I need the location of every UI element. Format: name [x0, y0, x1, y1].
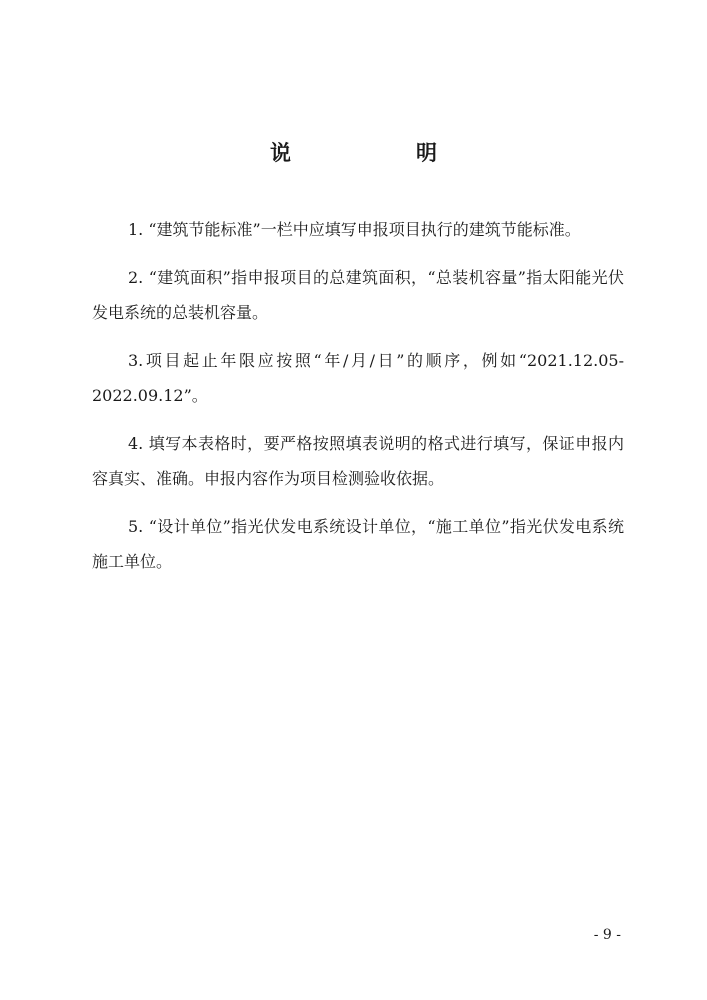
- instruction-item-4: 4. 填写本表格时，要严格按照填表说明的格式进行填写，保证申报内容真实、准确。申报内容作为项目检测验收依据。: [92, 434, 624, 488]
- page-number: - 9 -: [593, 927, 621, 943]
- instructions-list: [92, 212, 624, 592]
- instruction-item-5: 5. “设计单位”指光伏发电系统设计单位，“施工单位”指光伏发电系统施工单位。: [92, 517, 624, 571]
- instruction-item-3: 3.项目起止年限应按照“年/月/日”的顺序，例如“2021.12.05-2022.09.12”。: [92, 351, 624, 405]
- instruction-item-2: 2. “建筑面积”指申报项目的总建筑面积，“总装机容量”指太阳能光伏发电系统的总装机容量。: [92, 268, 624, 322]
- instruction-item-1: 1. “建筑节能标准”一栏中应填写申报项目执行的建筑节能标准。: [128, 220, 581, 239]
- page-title: 说 明: [270, 140, 489, 165]
